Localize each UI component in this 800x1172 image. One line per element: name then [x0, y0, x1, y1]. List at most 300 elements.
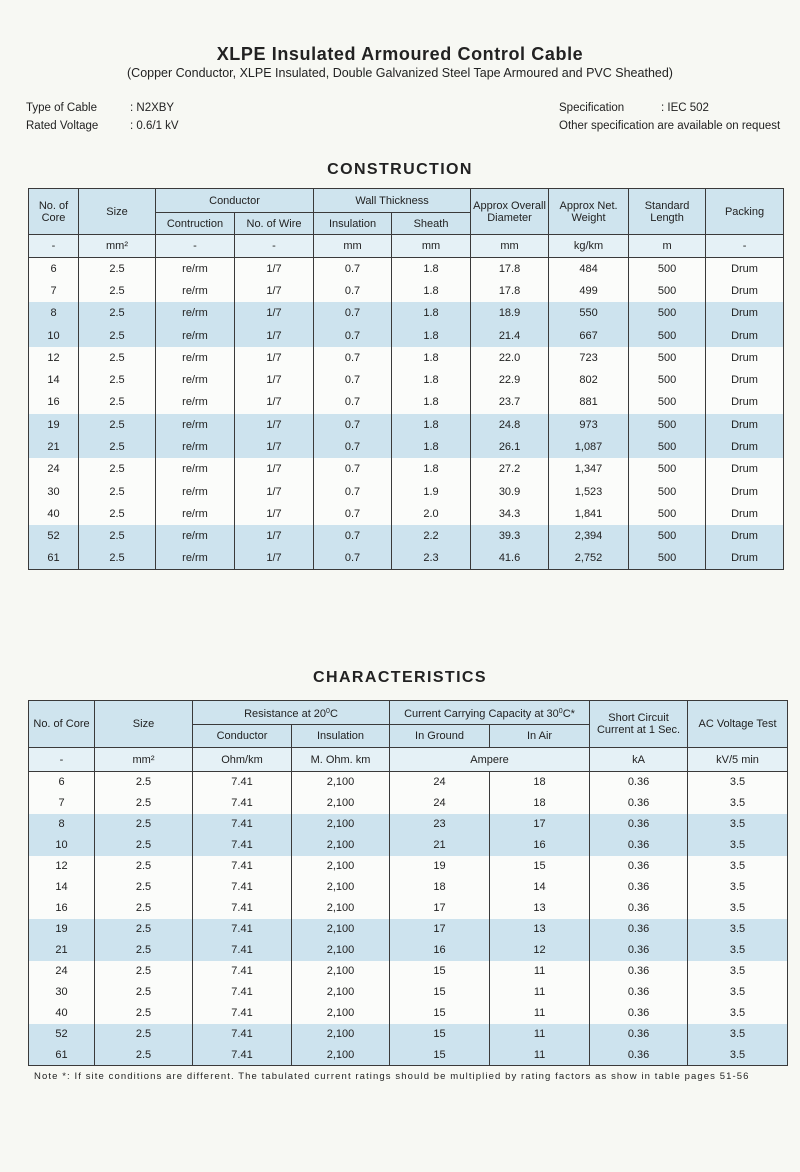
table-cell: 3.5	[688, 919, 788, 940]
table-cell: 1/7	[235, 347, 314, 369]
table-cell: 500	[629, 324, 706, 346]
table-cell: Drum	[706, 302, 784, 324]
unit-cell: -	[706, 235, 784, 258]
table-cell: 2.5	[95, 919, 193, 940]
table-cell: 0.7	[314, 436, 392, 458]
table-cell: 30	[29, 480, 79, 502]
col-header-size: Size	[79, 189, 156, 235]
table-cell: 16	[29, 898, 95, 919]
table-cell: 18	[490, 772, 590, 793]
table-cell: 2.5	[95, 835, 193, 856]
table-cell: 11	[490, 961, 590, 982]
table-cell: 0.7	[314, 391, 392, 413]
table-cell: 2.5	[95, 856, 193, 877]
table-cell: 1/7	[235, 525, 314, 547]
table-cell: 7.41	[193, 982, 292, 1003]
table-cell: 1,523	[549, 480, 629, 502]
table-row	[29, 835, 788, 856]
table-row	[29, 940, 788, 961]
table-cell: re/rm	[156, 503, 235, 525]
table-cell: 2.5	[95, 898, 193, 919]
table-cell: 0.36	[590, 1003, 688, 1024]
table-cell: Drum	[706, 414, 784, 436]
table-cell: 61	[29, 547, 79, 569]
table-row	[29, 877, 788, 898]
col-header-sheath: Sheath	[392, 213, 471, 235]
table-cell: 0.36	[590, 793, 688, 814]
table-row	[29, 280, 784, 302]
table-cell: 14	[29, 369, 79, 391]
table-cell: 1.8	[392, 414, 471, 436]
unit-cell: mm²	[95, 748, 193, 772]
table-cell: 12	[29, 856, 95, 877]
table-cell: 0.36	[590, 814, 688, 835]
table-cell: 3.5	[688, 793, 788, 814]
unit-cell: mm	[314, 235, 392, 258]
table-cell: 7.41	[193, 793, 292, 814]
table-cell: 499	[549, 280, 629, 302]
spec-type-of-cable	[26, 99, 179, 117]
table-cell: 3.5	[688, 772, 788, 793]
resistance-label: Resistance at 20	[244, 707, 327, 720]
table-cell: 500	[629, 347, 706, 369]
table-cell: 7.41	[193, 898, 292, 919]
table-row	[29, 1024, 788, 1045]
table-cell: 12	[490, 940, 590, 961]
table-cell: 0.36	[590, 919, 688, 940]
table-cell: 2.5	[95, 1045, 193, 1066]
table-cell: 0.36	[590, 877, 688, 898]
table-cell: 500	[629, 369, 706, 391]
table-row	[29, 525, 784, 547]
table-cell: 500	[629, 280, 706, 302]
table-cell: 2,100	[292, 793, 390, 814]
table-cell: 1.8	[392, 391, 471, 413]
table-cell: 15	[390, 1003, 490, 1024]
table-cell: 0.7	[314, 480, 392, 502]
spec-other	[559, 117, 780, 135]
table-cell: 2.5	[79, 369, 156, 391]
table-cell: 7	[29, 793, 95, 814]
characteristics-heading: CHARACTERISTICS	[313, 669, 487, 686]
table-cell: Drum	[706, 525, 784, 547]
table-cell: 1/7	[235, 258, 314, 280]
table-cell: 2,752	[549, 547, 629, 569]
table-cell: 11	[490, 1024, 590, 1045]
table-cell: 17.8	[471, 280, 549, 302]
table-cell: 10	[29, 324, 79, 346]
table-cell: re/rm	[156, 414, 235, 436]
table-cell: 39.3	[471, 525, 549, 547]
table-cell: 1.8	[392, 302, 471, 324]
table-cell: 3.5	[688, 856, 788, 877]
construction-body	[29, 258, 784, 570]
table-cell: 2.5	[79, 503, 156, 525]
table-cell: Drum	[706, 324, 784, 346]
table-cell: 500	[629, 436, 706, 458]
table-row	[29, 458, 784, 480]
table-row	[29, 480, 784, 502]
table-cell: 2.0	[392, 503, 471, 525]
table-cell: 7.41	[193, 961, 292, 982]
table-cell: Drum	[706, 480, 784, 502]
table-cell: 0.36	[590, 835, 688, 856]
table-cell: 500	[629, 302, 706, 324]
table-cell: 21	[390, 835, 490, 856]
table-row	[29, 814, 788, 835]
table-cell: 2.5	[79, 258, 156, 280]
table-cell: 7.41	[193, 1024, 292, 1045]
table-cell: 34.3	[471, 503, 549, 525]
construction-table	[28, 188, 784, 570]
table-cell: 14	[29, 877, 95, 898]
table-cell: 2,100	[292, 1024, 390, 1045]
table-cell: 13	[490, 919, 590, 940]
table-cell: 16	[29, 391, 79, 413]
table-cell: re/rm	[156, 391, 235, 413]
table-cell: re/rm	[156, 369, 235, 391]
table-row	[29, 919, 788, 940]
spec-rated-voltage	[26, 117, 179, 135]
col-header-short-circuit: Short Circuit Current at 1 Sec.	[590, 701, 688, 748]
table-cell: 24	[390, 772, 490, 793]
table-cell: 7.41	[193, 1045, 292, 1066]
table-cell: 7.41	[193, 940, 292, 961]
col-header-insulation: Insulation	[314, 213, 392, 235]
table-cell: 0.36	[590, 1045, 688, 1066]
table-cell: 12	[29, 347, 79, 369]
table-cell: 11	[490, 1045, 590, 1066]
col-header-conductor: Conductor	[156, 189, 314, 213]
table-cell: 1,347	[549, 458, 629, 480]
table-cell: 15	[390, 961, 490, 982]
table-cell: 7.41	[193, 856, 292, 877]
table-cell: Drum	[706, 391, 784, 413]
unit-cell: -	[29, 235, 79, 258]
table-cell: 1.8	[392, 369, 471, 391]
table-cell: 2.5	[95, 961, 193, 982]
col-header-ac-voltage: AC Voltage Test	[688, 701, 788, 748]
table-row	[29, 772, 788, 793]
table-cell: 723	[549, 347, 629, 369]
table-cell: 40	[29, 1003, 95, 1024]
table-cell: 500	[629, 503, 706, 525]
table-cell: 2.3	[392, 547, 471, 569]
table-cell: 0.36	[590, 772, 688, 793]
table-cell: 2.5	[95, 940, 193, 961]
col-header-no-of-wire: No. of Wire	[235, 213, 314, 235]
table-cell: 6	[29, 772, 95, 793]
table-cell: 17.8	[471, 258, 549, 280]
resistance-unit: C	[329, 707, 338, 720]
table-cell: Drum	[706, 347, 784, 369]
table-cell: 24	[390, 793, 490, 814]
table-cell: 13	[490, 898, 590, 919]
table-cell: 8	[29, 302, 79, 324]
table-cell: 3.5	[688, 877, 788, 898]
table-cell: Drum	[706, 547, 784, 569]
spec-label: Rated Voltage	[26, 120, 99, 132]
spec-label: Type of Cable	[26, 102, 97, 114]
table-cell: 2.5	[95, 793, 193, 814]
table-cell: 61	[29, 1045, 95, 1066]
table-cell: 17	[390, 898, 490, 919]
table-cell: 1.8	[392, 258, 471, 280]
table-cell: 2.5	[79, 302, 156, 324]
table-cell: 802	[549, 369, 629, 391]
table-cell: 7.41	[193, 877, 292, 898]
table-cell: 2.5	[79, 324, 156, 346]
table-cell: 1.8	[392, 280, 471, 302]
table-cell: 15	[390, 1024, 490, 1045]
table-row	[29, 347, 784, 369]
table-cell: 2,100	[292, 961, 390, 982]
table-row	[29, 547, 784, 569]
unit-cell: -	[29, 748, 95, 772]
table-cell: re/rm	[156, 547, 235, 569]
unit-cell: Ohm/km	[193, 748, 292, 772]
spec-label: Specification	[559, 102, 625, 114]
table-cell: 7.41	[193, 1003, 292, 1024]
table-cell: 41.6	[471, 547, 549, 569]
unit-cell: kA	[590, 748, 688, 772]
table-cell: 0.36	[590, 982, 688, 1003]
table-cell: 23	[390, 814, 490, 835]
col-header-standard-length: Standard Length	[629, 189, 706, 235]
table-cell: 0.7	[314, 458, 392, 480]
table-cell: 7	[29, 280, 79, 302]
table-cell: Drum	[706, 503, 784, 525]
characteristics-body	[29, 772, 788, 1066]
table-cell: 15	[390, 982, 490, 1003]
unit-cell: -	[156, 235, 235, 258]
table-cell: 19	[390, 856, 490, 877]
table-cell: 500	[629, 525, 706, 547]
table-cell: 11	[490, 1003, 590, 1024]
table-cell: 1,841	[549, 503, 629, 525]
table-cell: 21.4	[471, 324, 549, 346]
table-cell: 2.5	[79, 547, 156, 569]
table-cell: 16	[490, 835, 590, 856]
table-cell: 2,100	[292, 982, 390, 1003]
unit-cell: Ampere	[390, 748, 590, 772]
table-cell: 6	[29, 258, 79, 280]
unit-cell: mm²	[79, 235, 156, 258]
table-cell: 18	[390, 877, 490, 898]
table-cell: 2,100	[292, 835, 390, 856]
unit-cell: kV/5 min	[688, 748, 788, 772]
table-cell: 1/7	[235, 302, 314, 324]
table-cell: re/rm	[156, 480, 235, 502]
table-row	[29, 302, 784, 324]
table-row	[29, 982, 788, 1003]
table-cell: 3.5	[688, 940, 788, 961]
col-header-conductor: Conductor	[193, 725, 292, 748]
col-header-no-of-core: No. of Core	[29, 701, 95, 748]
unit-cell: -	[235, 235, 314, 258]
table-cell: 24	[29, 458, 79, 480]
table-cell: 52	[29, 525, 79, 547]
table-cell: re/rm	[156, 280, 235, 302]
table-cell: re/rm	[156, 458, 235, 480]
table-row	[29, 391, 784, 413]
table-cell: 1/7	[235, 480, 314, 502]
current-capacity-label: Current Carrying Capacity at 30	[404, 707, 559, 720]
table-cell: 10	[29, 835, 95, 856]
table-cell: 0.36	[590, 856, 688, 877]
table-cell: 22.9	[471, 369, 549, 391]
table-row	[29, 961, 788, 982]
unit-cell: mm	[471, 235, 549, 258]
table-cell: 2,100	[292, 919, 390, 940]
characteristics-table	[28, 700, 788, 1066]
table-cell: re/rm	[156, 302, 235, 324]
table-cell: 0.36	[590, 961, 688, 982]
table-cell: re/rm	[156, 324, 235, 346]
degree-sup: 0	[558, 707, 563, 715]
page-title: XLPE Insulated Armoured Control Cable	[216, 44, 584, 64]
current-capacity-unit: C*	[562, 707, 575, 720]
table-cell: 16	[390, 940, 490, 961]
spec-specification	[559, 99, 780, 117]
units-row	[29, 748, 788, 772]
table-cell: 2.5	[95, 877, 193, 898]
table-cell: 2,100	[292, 877, 390, 898]
table-cell: 3.5	[688, 1045, 788, 1066]
unit-cell: kg/km	[549, 235, 629, 258]
table-cell: 500	[629, 258, 706, 280]
col-header-construction: Contruction	[156, 213, 235, 235]
table-cell: 2.5	[79, 414, 156, 436]
degree-sup: 0	[326, 707, 330, 715]
table-cell: 0.36	[590, 898, 688, 919]
table-cell: 2.5	[79, 347, 156, 369]
table-cell: 18	[490, 793, 590, 814]
table-row	[29, 1045, 788, 1066]
table-cell: re/rm	[156, 347, 235, 369]
table-cell: 24.8	[471, 414, 549, 436]
table-cell: 1.8	[392, 436, 471, 458]
table-row	[29, 258, 784, 280]
table-cell: 17	[390, 919, 490, 940]
table-cell: 23.7	[471, 391, 549, 413]
table-cell: 1/7	[235, 414, 314, 436]
table-cell: 484	[549, 258, 629, 280]
table-cell: 30.9	[471, 480, 549, 502]
table-cell: 2,100	[292, 898, 390, 919]
table-cell: Drum	[706, 436, 784, 458]
col-header-wall-thickness: Wall Thickness	[314, 189, 471, 213]
col-header-current-capacity	[390, 701, 590, 725]
table-cell: 973	[549, 414, 629, 436]
col-header-no-of-core: No. of Core	[29, 189, 79, 235]
table-cell: 3.5	[688, 814, 788, 835]
table-cell: 7.41	[193, 919, 292, 940]
table-cell: 500	[629, 480, 706, 502]
table-cell: 2.5	[79, 436, 156, 458]
table-cell: 0.7	[314, 302, 392, 324]
table-cell: 7.41	[193, 835, 292, 856]
table-cell: 1.8	[392, 324, 471, 346]
table-cell: 2,100	[292, 940, 390, 961]
table-cell: 3.5	[688, 1003, 788, 1024]
table-cell: Drum	[706, 458, 784, 480]
table-cell: 2.5	[95, 814, 193, 835]
table-row	[29, 503, 784, 525]
col-header-packing: Packing	[706, 189, 784, 235]
unit-cell: M. Ohm. km	[292, 748, 390, 772]
table-cell: 2,100	[292, 1003, 390, 1024]
table-row	[29, 898, 788, 919]
col-header-in-ground: In Ground	[390, 725, 490, 748]
table-row	[29, 324, 784, 346]
table-cell: 0.7	[314, 547, 392, 569]
table-cell: 27.2	[471, 458, 549, 480]
table-row	[29, 793, 788, 814]
table-cell: 500	[629, 391, 706, 413]
table-cell: 0.7	[314, 258, 392, 280]
table-cell: 8	[29, 814, 95, 835]
table-cell: 2.5	[79, 525, 156, 547]
table-cell: 667	[549, 324, 629, 346]
table-row	[29, 369, 784, 391]
col-header-size: Size	[95, 701, 193, 748]
table-cell: 2,100	[292, 772, 390, 793]
table-cell: 500	[629, 458, 706, 480]
table-row	[29, 856, 788, 877]
table-cell: 24	[29, 961, 95, 982]
table-cell: 52	[29, 1024, 95, 1045]
table-cell: 19	[29, 919, 95, 940]
table-cell: 500	[629, 414, 706, 436]
table-cell: 0.36	[590, 940, 688, 961]
cable-spec-left	[26, 99, 179, 135]
table-cell: 2,394	[549, 525, 629, 547]
table-cell: 2,100	[292, 856, 390, 877]
table-cell: 1/7	[235, 391, 314, 413]
col-header-insulation: Insulation	[292, 725, 390, 748]
table-cell: 15	[390, 1045, 490, 1066]
table-cell: 0.7	[314, 347, 392, 369]
table-cell: Drum	[706, 258, 784, 280]
units-row	[29, 235, 784, 258]
table-cell: 19	[29, 414, 79, 436]
table-cell: 2.5	[79, 280, 156, 302]
table-cell: 500	[629, 547, 706, 569]
table-cell: 1/7	[235, 503, 314, 525]
table-cell: 22.0	[471, 347, 549, 369]
table-cell: 1/7	[235, 436, 314, 458]
table-cell: 3.5	[688, 835, 788, 856]
table-cell: 2.5	[95, 1003, 193, 1024]
table-cell: 2.5	[95, 982, 193, 1003]
table-cell: 15	[490, 856, 590, 877]
table-cell: 2.5	[79, 458, 156, 480]
unit-cell: m	[629, 235, 706, 258]
table-cell: Drum	[706, 369, 784, 391]
table-cell: 3.5	[688, 898, 788, 919]
table-cell: 1/7	[235, 547, 314, 569]
table-cell: 2,100	[292, 1045, 390, 1066]
col-header-in-air: In Air	[490, 725, 590, 748]
table-cell: 3.5	[688, 982, 788, 1003]
table-cell: 40	[29, 503, 79, 525]
table-cell: 18.9	[471, 302, 549, 324]
table-cell: re/rm	[156, 436, 235, 458]
table-cell: re/rm	[156, 525, 235, 547]
table-cell: 0.7	[314, 280, 392, 302]
table-cell: Drum	[706, 280, 784, 302]
